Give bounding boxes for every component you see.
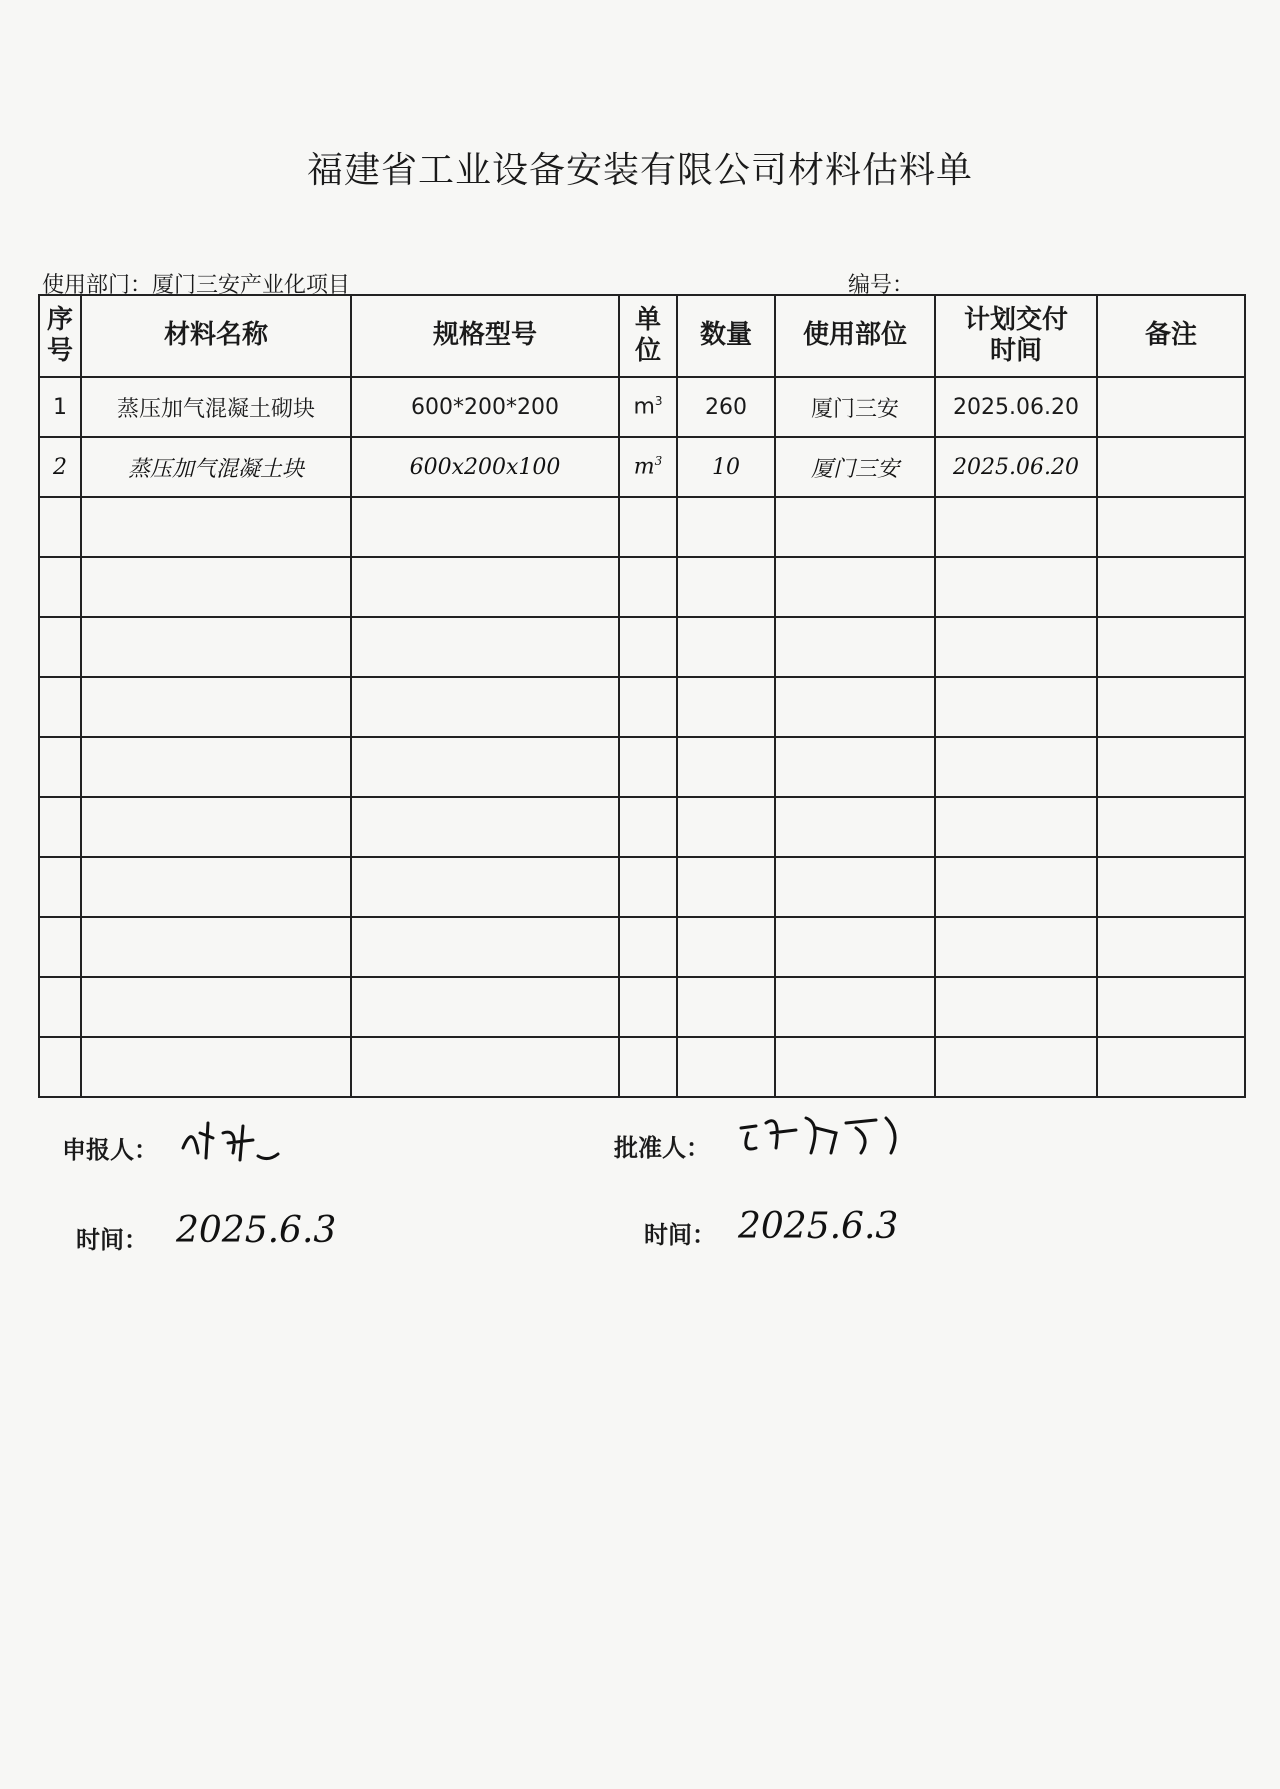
empty-cell xyxy=(677,497,775,557)
empty-cell xyxy=(1097,917,1245,977)
empty-cell xyxy=(677,917,775,977)
empty-cell xyxy=(935,977,1097,1037)
col-header-time: 计划交付 时间 xyxy=(935,295,1097,377)
empty-cell xyxy=(351,977,619,1037)
empty-cell xyxy=(775,737,935,797)
empty-cell xyxy=(1097,737,1245,797)
empty-cell xyxy=(39,497,81,557)
empty-cell xyxy=(1097,857,1245,917)
table-row xyxy=(39,377,1245,437)
applicant-label: 申报人： xyxy=(62,1136,158,1164)
empty-cell xyxy=(935,857,1097,917)
empty-cell xyxy=(81,677,351,737)
cell-qty: 10 xyxy=(677,437,775,497)
empty-cell xyxy=(81,737,351,797)
empty-cell xyxy=(1097,677,1245,737)
cell-location: 厦门三安 xyxy=(775,377,935,437)
empty-cell xyxy=(351,857,619,917)
empty-cell xyxy=(935,797,1097,857)
cell-unit: $m^3$ xyxy=(619,377,677,437)
table-row-empty xyxy=(39,557,1245,617)
empty-cell xyxy=(39,1037,81,1097)
empty-cell xyxy=(677,737,775,797)
empty-cell xyxy=(81,977,351,1037)
empty-cell xyxy=(677,857,775,917)
applicant-time-value: 2025.6.3 xyxy=(176,1210,337,1251)
col-header-location: 使用部位 xyxy=(775,295,935,377)
empty-cell xyxy=(935,917,1097,977)
cell-seq: 2 xyxy=(39,437,81,497)
cell-note xyxy=(1097,377,1245,437)
empty-cell xyxy=(81,617,351,677)
empty-cell xyxy=(775,917,935,977)
empty-cell xyxy=(81,917,351,977)
empty-cell xyxy=(39,677,81,737)
empty-cell xyxy=(1097,1037,1245,1097)
col-header-qty: 数量 xyxy=(677,295,775,377)
empty-cell xyxy=(619,797,677,857)
empty-cell xyxy=(935,497,1097,557)
cell-location: 厦门三安 xyxy=(775,437,935,497)
empty-cell xyxy=(677,797,775,857)
empty-cell xyxy=(619,617,677,677)
table-row-empty xyxy=(39,857,1245,917)
empty-cell xyxy=(39,977,81,1037)
approver-label: 批准人： xyxy=(614,1134,710,1162)
approver-time-value: 2025.6.3 xyxy=(738,1206,899,1247)
empty-cell xyxy=(775,677,935,737)
serial-number-label: 编号： xyxy=(848,273,915,298)
empty-cell xyxy=(39,857,81,917)
empty-cell xyxy=(935,1037,1097,1097)
empty-cell xyxy=(619,677,677,737)
empty-cell xyxy=(351,617,619,677)
empty-cell xyxy=(1097,977,1245,1037)
empty-cell xyxy=(677,677,775,737)
cell-qty: 260 xyxy=(677,377,775,437)
table-header-row xyxy=(39,295,1245,377)
empty-cell xyxy=(775,497,935,557)
applicant-signature xyxy=(178,1118,288,1168)
empty-cell xyxy=(39,557,81,617)
empty-cell xyxy=(81,857,351,917)
department-label: 使用部门：厦门三安产业化项目 xyxy=(42,273,351,298)
empty-cell xyxy=(39,797,81,857)
empty-cell xyxy=(351,497,619,557)
cell-name: 蒸压加气混凝土块 xyxy=(81,437,351,497)
empty-cell xyxy=(677,557,775,617)
empty-cell xyxy=(351,917,619,977)
empty-cell xyxy=(351,677,619,737)
empty-cell xyxy=(1097,617,1245,677)
empty-cell xyxy=(775,857,935,917)
cell-unit: $m^3$ xyxy=(619,437,677,497)
col-header-name: 材料名称 xyxy=(81,295,351,377)
empty-cell xyxy=(39,737,81,797)
empty-cell xyxy=(39,917,81,977)
table-row-empty xyxy=(39,497,1245,557)
approver-signature xyxy=(736,1108,916,1163)
cell-note xyxy=(1097,437,1245,497)
empty-cell xyxy=(619,1037,677,1097)
empty-cell xyxy=(935,737,1097,797)
cell-spec: 600x200x100 xyxy=(351,437,619,497)
table-row-empty xyxy=(39,977,1245,1037)
empty-cell xyxy=(619,857,677,917)
col-header-spec: 规格型号 xyxy=(351,295,619,377)
empty-cell xyxy=(775,797,935,857)
empty-cell xyxy=(677,977,775,1037)
table-row-empty xyxy=(39,797,1245,857)
col-header-unit: 单 位 xyxy=(619,295,677,377)
applicant-time-label: 时间： xyxy=(76,1226,148,1254)
empty-cell xyxy=(351,1037,619,1097)
empty-cell xyxy=(81,497,351,557)
table-row-empty xyxy=(39,737,1245,797)
empty-cell xyxy=(619,737,677,797)
empty-cell xyxy=(619,917,677,977)
empty-cell xyxy=(935,557,1097,617)
table-row-empty xyxy=(39,617,1245,677)
cell-date: 2025.06.20 xyxy=(935,377,1097,437)
empty-cell xyxy=(1097,497,1245,557)
empty-cell xyxy=(677,617,775,677)
table-row xyxy=(39,437,1245,497)
table-row-empty xyxy=(39,677,1245,737)
empty-cell xyxy=(81,557,351,617)
cell-seq: 1 xyxy=(39,377,81,437)
empty-cell xyxy=(935,617,1097,677)
empty-cell xyxy=(677,1037,775,1097)
empty-cell xyxy=(619,557,677,617)
empty-cell xyxy=(351,737,619,797)
empty-cell xyxy=(1097,557,1245,617)
empty-cell xyxy=(1097,797,1245,857)
approver-time-label: 时间： xyxy=(644,1221,716,1249)
col-header-seq: 序 号 xyxy=(39,295,81,377)
col-header-note: 备注 xyxy=(1097,295,1245,377)
empty-cell xyxy=(775,977,935,1037)
empty-cell xyxy=(775,1037,935,1097)
table-row-empty xyxy=(39,1037,1245,1097)
table-row-empty xyxy=(39,917,1245,977)
cell-name: 蒸压加气混凝土砌块 xyxy=(81,377,351,437)
empty-cell xyxy=(81,797,351,857)
empty-cell xyxy=(619,977,677,1037)
empty-cell xyxy=(39,617,81,677)
empty-cell xyxy=(351,797,619,857)
cell-spec: 600*200*200 xyxy=(351,377,619,437)
page-title: 福建省工业设备安装有限公司材料估料单 xyxy=(306,150,973,191)
empty-cell xyxy=(351,557,619,617)
empty-cell xyxy=(935,677,1097,737)
empty-cell xyxy=(775,557,935,617)
material-estimate-table xyxy=(38,294,1246,1098)
empty-cell xyxy=(81,1037,351,1097)
empty-cell xyxy=(619,497,677,557)
cell-date: 2025.06.20 xyxy=(935,437,1097,497)
empty-cell xyxy=(775,617,935,677)
